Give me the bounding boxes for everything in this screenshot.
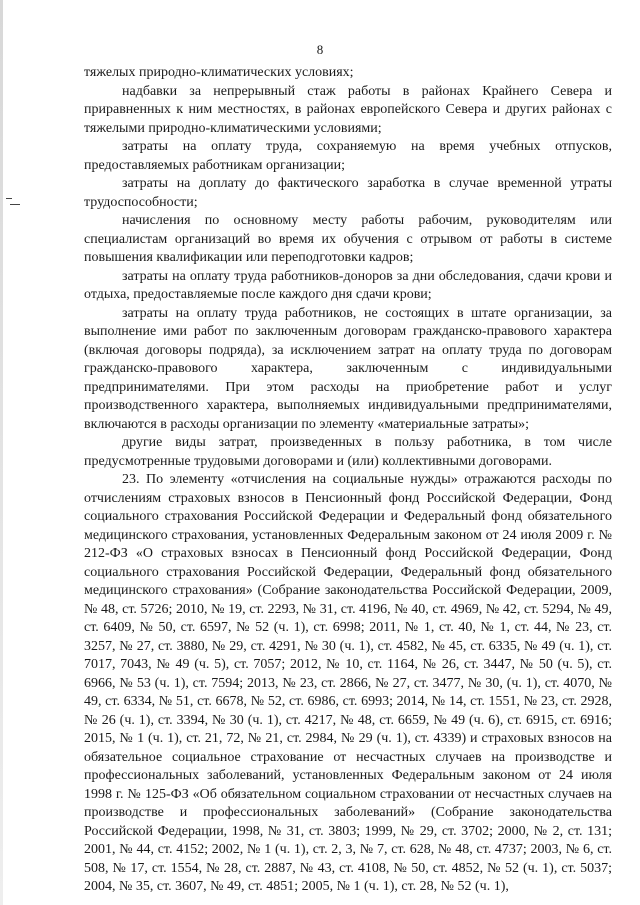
paragraph-item-23: 23. По элементу «отчисления на социальные нужды» отражаются расходы по отчислениям страховых взносов в Пенсионный фонд Российской Федерации, Фонд социального страхования Российской Федерации и Федеральный фонд обязательного медицинского страхования, установленных Федеральным законом от 24 июля 2009 г. № 212-ФЗ «О страховых взносах в Пенсионный фонд Российской Федерации, Фонд социального страхования Российской Федерации, Федеральный фонд обязательного медицинского страхования» (Собрание законодательства Российской Федерации, 2009, № 48, ст. 5726; 2010, № 19, ст. 2293, № 31, ст. 4196, № 40, ст. 4969, № 42, ст. 5294, № 49, ст. 6409, № 50, ст. 6597, № 52 (ч. 1), ст. 6998; 2011, № 1, ст. 40, № 1, ст. 44, № 23, ст. 3257, № 27, ст. 3880, № 29, ст. 4291, № 30 (ч. 1), ст. 4582, № 45, ст. 6335, № 49 (ч. 1), ст. 7017, 7043, № 49 (ч. 5), ст. 7057; 2012, № 10, ст. 1164, № 26, ст. 3447, № 50 (ч. 5), ст. 6966, № 53 (ч. 1), ст. 7594; 2013, № 23, ст. 2866, № 27, ст. 3477, № 30, (ч. 1), ст. 4070, № 49, ст. 6334, № 51, ст. 6678, № 52, ст. 6986, ст. 6993; 2014, № 14, ст. 1551, № 23, ст. 2928, № 26 (ч. 1), ст. 3394, № 30 (ч. 1), ст. 4217, № 48, ст. 6659, № 49 (ч. 6), ст. 6915, ст. 6916; 2015, № 1 (ч. 1), ст. 21, 72, № 21, ст. 2984, № 29 (ч. 1), ст. 4339) и страховых взносов на обязательное социальное страхование от несчастных случаев на производстве и профессиональных заболеваний, установленных Федеральным законом от 24 июля 1998 г. № 125-ФЗ «Об обязательном социальном страховании от несчастных случаев на производстве и профессиональных заболеваний» (Собрание законодательства Российской Федерации, 1998, № 31, ст. 3803; 1999, № 29, ст. 3702; 2000, № 2, ст. 131; 2001, № 44, ст. 4152; 2002, № 1 (ч. 1), ст. 2, 3, № 7, ст. 628, № 48, ст. 4737; 2003, № 6, ст. 508, № 17, ст. 1554, № 28, ст. 2887, № 43, ст. 4108, № 50, ст. 4852, № 52 (ч. 1), ст. 5037; 2004, № 35, ст. 3607, № 49, ст. 4851; 2005, № 1 (ч. 1), ст. 28, № 52 (ч. 1), [84,472,612,894]
page-number: 8 [316,42,324,57]
paragraph: надбавки за непрерывный стаж работы в районах Крайнего Севера и приравненных к ним местностях, в районах европейского Севера и других районах с тяжелыми природно-климатическими условиями; [84,83,612,136]
paragraph: другие виды затрат, произведенных в пользу работника, в том числе предусмотренные трудовыми договорами и (или) коллективными договорами. [84,435,612,469]
paragraph: затраты на оплату труда, сохраняемую на время учебных отпусков, предоставляемых работникам организации; [84,139,612,173]
paragraph: затраты на оплату труда работников, не состоящих в штате организации, за выполнение ими работ по заключенным договорам гражданско-правового характера (включая договоры подряда), за исключением затрат на оплату труда по договорам гражданско-правового характера, заключенным с индивидуальными предпринимателями. При этом расходы на приобретение работ и услуг производственного характера, выполняемых индивидуальными предпринимателями, включаются в расходы организации по элементу «материальные затраты»; [84,305,612,432]
paragraph: затраты на оплату труда работников-доноров за дни обследования, сдачи крови и отдыха, предоставляемые после каждого дня сдачи крови; [84,268,612,302]
document-body [84,64,612,897]
paragraph-continuation: тяжелых природно-климатических условиях; [84,65,354,80]
paragraph: затраты на доплату до фактического заработка в случае временной утраты трудоспособности; [84,176,612,210]
scan-edge-shadow [0,0,3,905]
margin-mark [6,198,20,208]
paragraph: начисления по основному месту работы рабочим, руководителям или специалистам организаций во время их обучения с отрывом от работы в системе повышения квалификации или переподготовки кадров; [84,213,612,265]
